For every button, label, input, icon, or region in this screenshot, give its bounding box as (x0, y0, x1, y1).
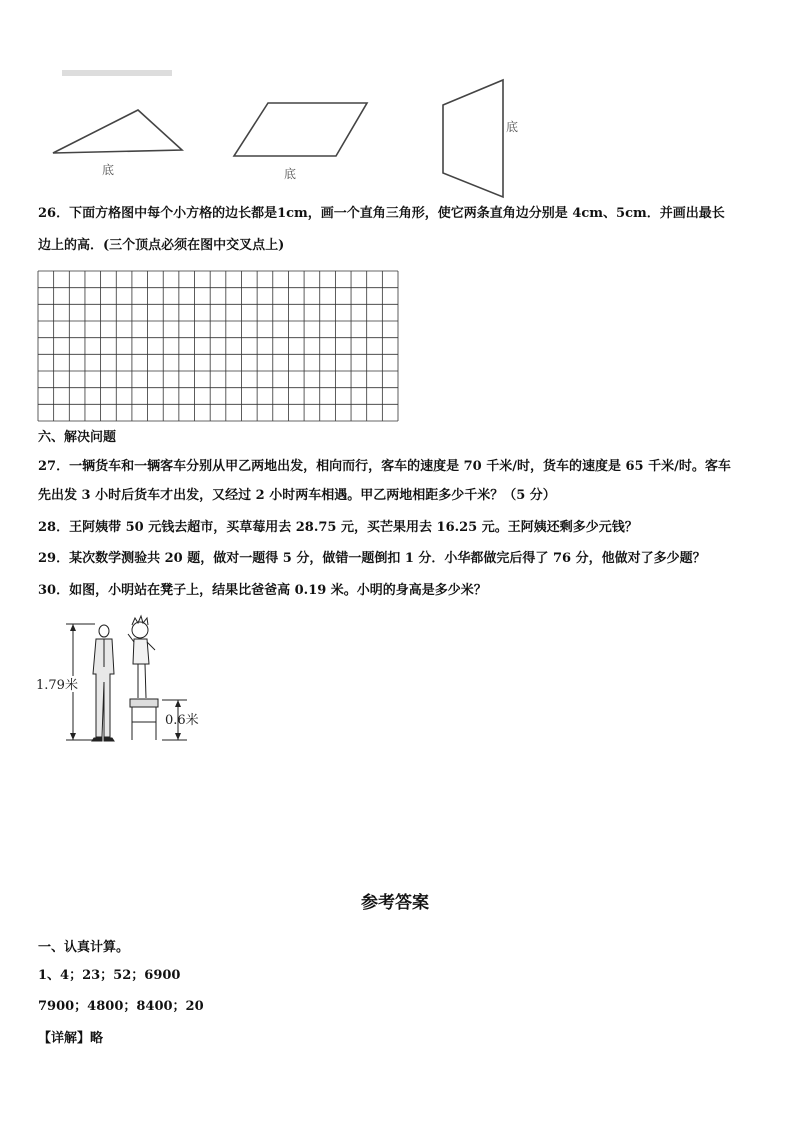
question-26-line1: 26．下面方格图中每个小方格的边长都是1cm，画一个直角三角形，使它两条直角边分别是 4cm、5cm．并画出最长 (38, 206, 725, 221)
stool-figure (130, 699, 158, 740)
question-29: 29．某次数学测验共 20 题，做对一题得 5 分，做错一题倒扣 1 分．小华都做完后得了 76 分，他做对了多少题？ (38, 551, 706, 566)
question-27-line2: 先出发 3 小时后货车才出发，又经过 2 小时两车相遇。甲乙两地相距多少千米？（5 分） (38, 488, 556, 503)
answers-line-2: 7900；4800；8400；20 (38, 999, 204, 1014)
answers-detail: 【详解】略 (38, 1031, 104, 1046)
question-30: 30．如图，小明站在凳子上，结果比爸爸高 0.19 米。小明的身高是多少米？ (38, 583, 487, 598)
question-26-line2: 边上的高．(三个顶点必须在图中交叉点上) (38, 238, 285, 253)
father-figure (92, 625, 114, 741)
triangle-figure (53, 110, 182, 153)
square-grid (37, 270, 399, 422)
geometry-figures (0, 60, 794, 205)
trapezoid-base-label: 底 (506, 120, 519, 134)
partial-top-text-fragment (62, 70, 172, 76)
boy-figure (128, 616, 155, 698)
trapezoid-figure (443, 80, 503, 197)
question-27-line1: 27．一辆货车和一辆客车分别从甲乙两地出发，相向而行，客车的速度是 70 千米/时，货车的速度是 65 千米/时。客车 (38, 459, 731, 474)
parallelogram-figure (234, 103, 367, 156)
triangle-base-label: 底 (102, 163, 115, 177)
stool-height-label: 0.6米 (165, 713, 199, 728)
question-28: 28．王阿姨带 50 元钱去超市，买草莓用去 28.75 元，买芒果用去 16.25 元。王阿姨还剩多少元钱？ (38, 520, 638, 535)
answers-section-1: 一、认真计算。 (38, 940, 130, 955)
dad-height-label: 1.79米 (36, 678, 78, 693)
q30-figure (30, 612, 220, 747)
answers-title: 参考答案 (361, 893, 429, 913)
answers-line-1: 1、4；23；52；6900 (38, 968, 181, 983)
parallelogram-base-label: 底 (284, 167, 297, 181)
section-6-heading: 六、解决问题 (38, 430, 117, 445)
